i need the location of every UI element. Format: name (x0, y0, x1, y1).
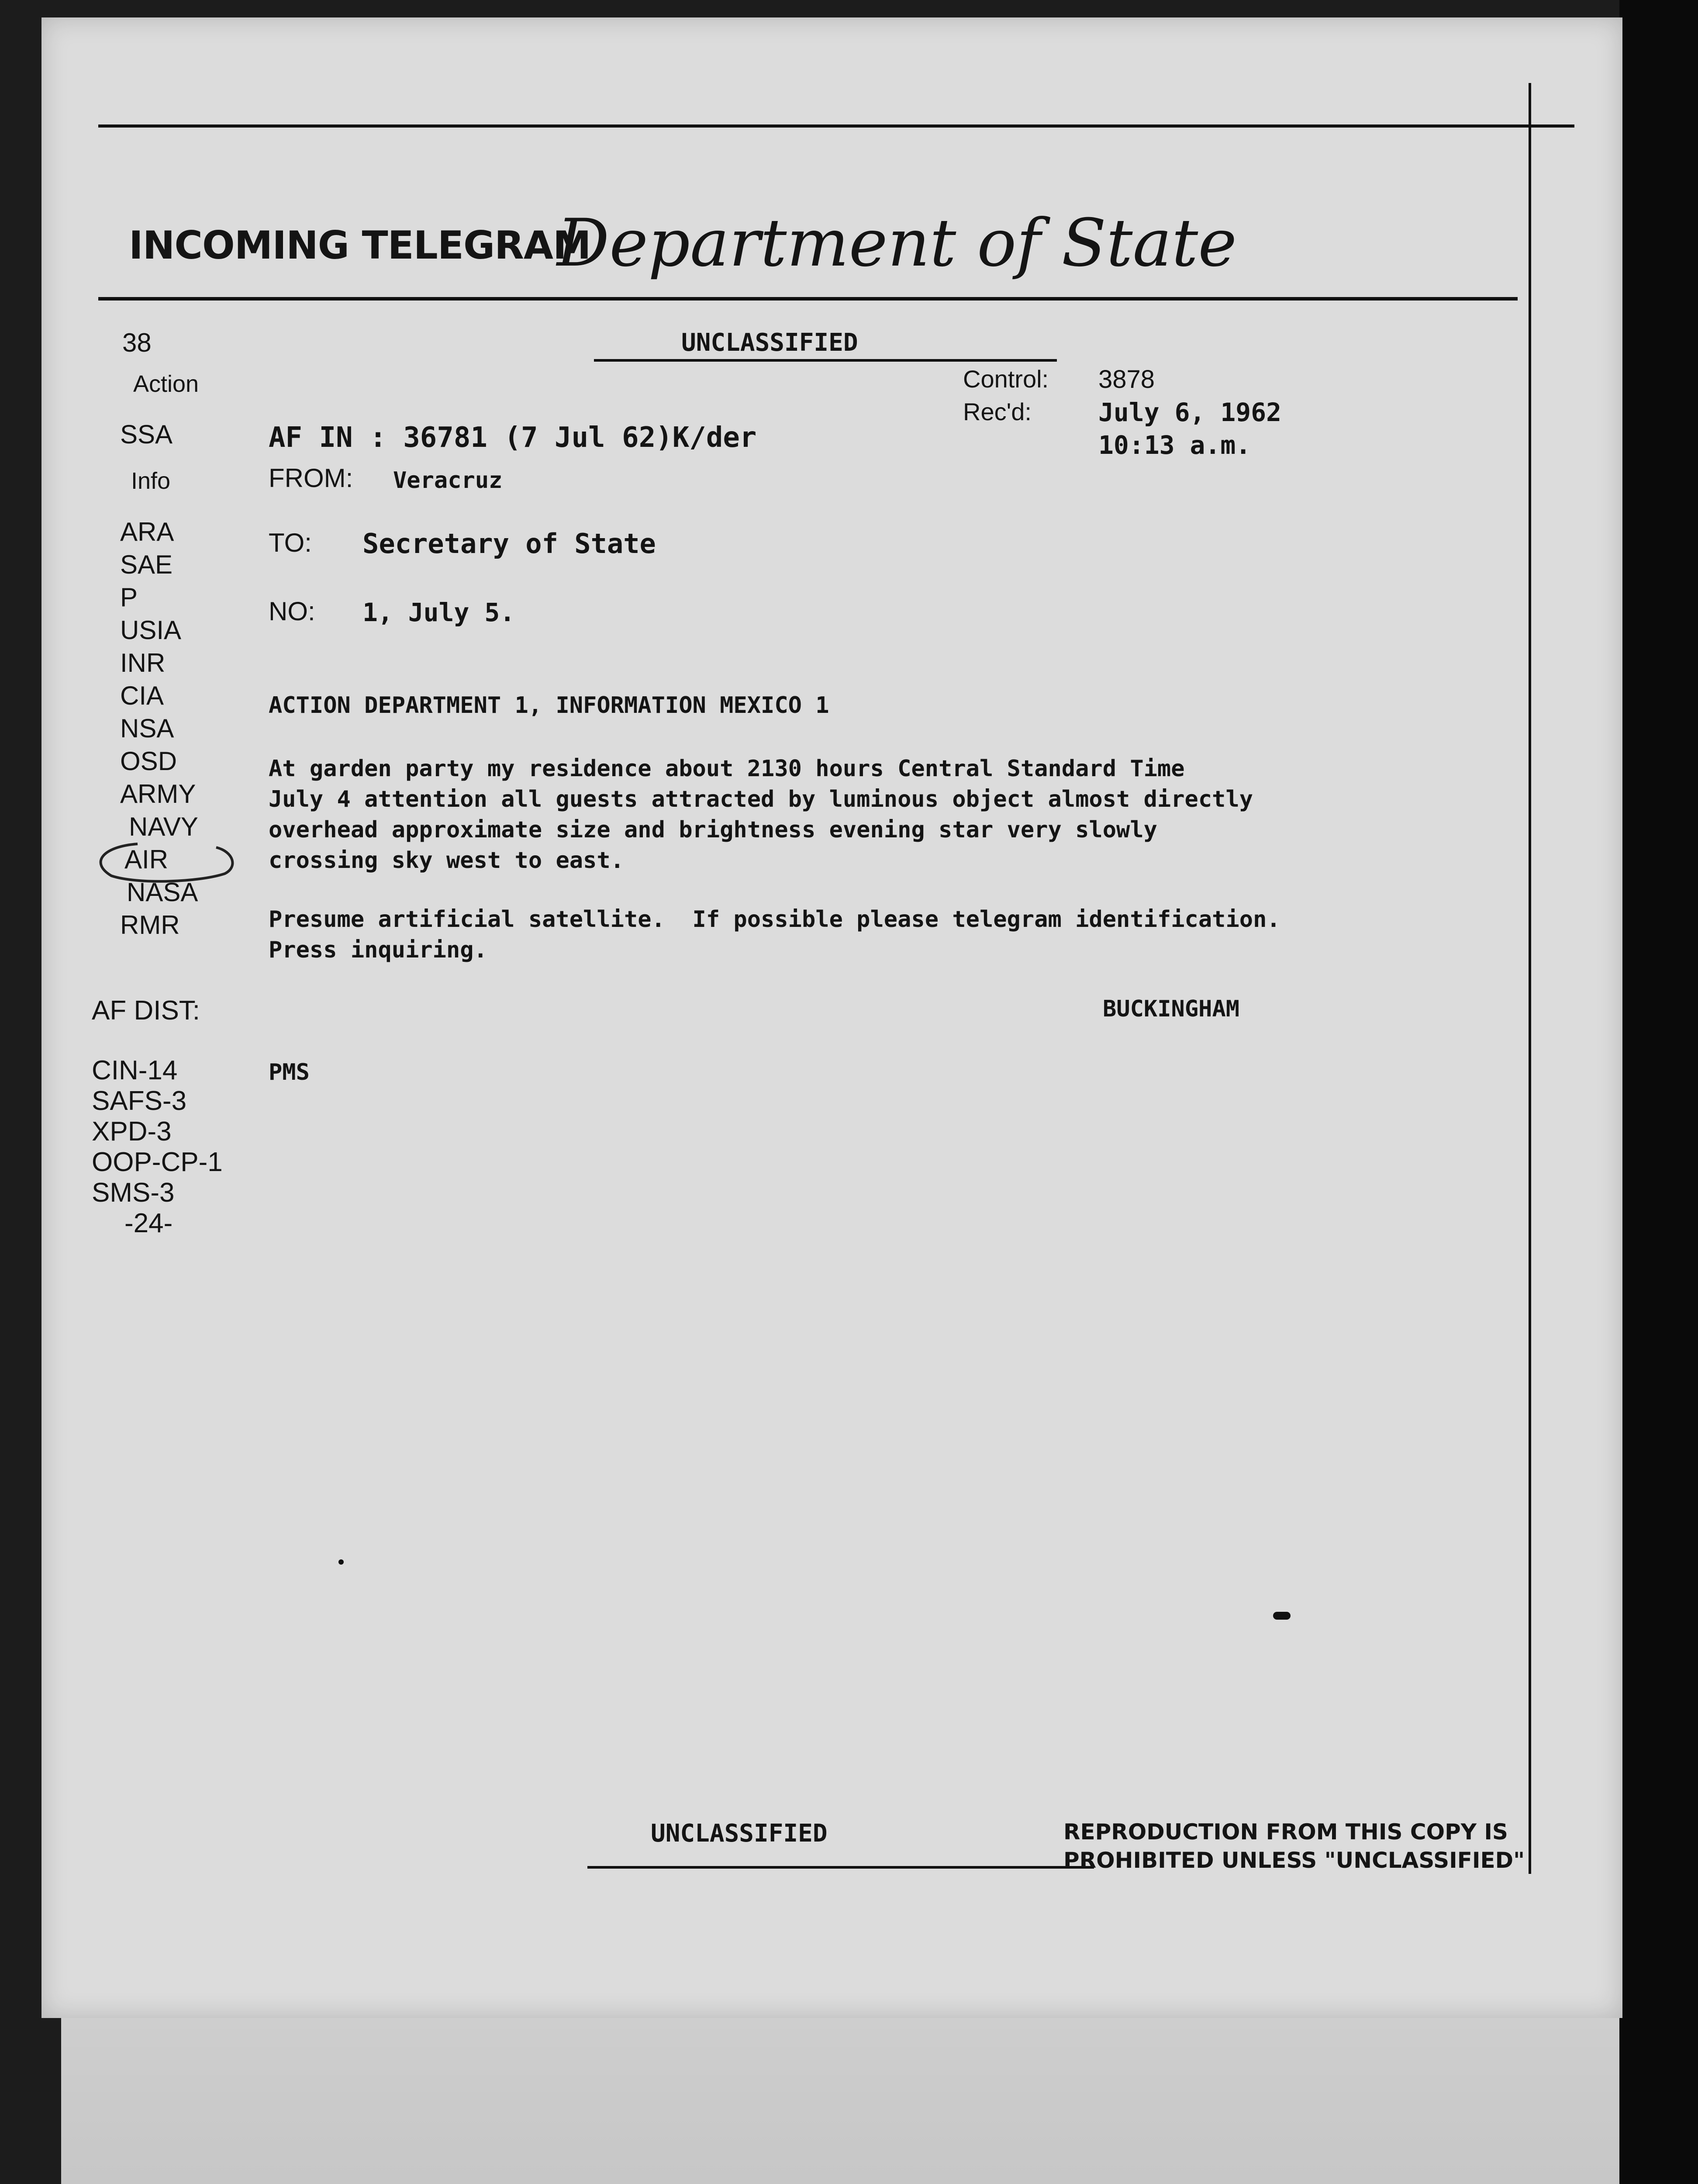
af-in-line: AF IN : 36781 (7 Jul 62)K/der (269, 422, 757, 454)
right-edge-line (1529, 83, 1531, 1874)
action-label: Action (133, 371, 199, 397)
ink-speck (1273, 1612, 1291, 1620)
action-office: SSA (120, 420, 173, 449)
info-office-circled: AIR (124, 845, 169, 874)
dist-initials: PMS (269, 1059, 310, 1085)
classification-top: UNCLASSIFIED (681, 328, 858, 357)
body-line: crossing sky west to east. (269, 847, 624, 874)
recd-date: July 6, 1962 (1098, 397, 1282, 427)
telegram-page (41, 17, 1622, 2018)
classification-underline (594, 359, 1057, 362)
from-value: Veracruz (393, 467, 503, 494)
body-line: Presume artificial satellite. If possible please telegram identification. (269, 906, 1280, 933)
top-rule (98, 124, 1574, 128)
info-office: CIA (120, 681, 164, 710)
footer-underline (587, 1866, 1094, 1869)
info-office: RMR (120, 910, 180, 940)
info-office: NSA (120, 714, 174, 743)
info-office: ARMY (120, 779, 196, 809)
classification-bottom: UNCLASSIFIED (651, 1819, 828, 1848)
info-office: INR (120, 648, 166, 677)
recd-time: 10:13 a.m. (1098, 430, 1251, 460)
reproduction-notice: REPRODUCTION FROM THIS COPY IS (1063, 1819, 1508, 1845)
no-value: 1, July 5. (362, 598, 515, 627)
routing-number: 38 (122, 328, 152, 357)
info-office: USIA (120, 615, 182, 645)
info-office: OSD (120, 746, 177, 776)
info-office: NAVY (129, 812, 198, 841)
dist-item: XPD-3 (92, 1116, 172, 1147)
from-label: FROM: (269, 463, 353, 493)
dist-item: OOP-CP-1 (92, 1147, 223, 1177)
body-line: At garden party my residence about 2130 hours Central Standard Time (269, 756, 1185, 782)
reproduction-notice: PROHIBITED UNLESS "UNCLASSIFIED" (1063, 1848, 1525, 1873)
ink-speck (338, 1559, 344, 1565)
recd-label: Rec'd: (963, 398, 1032, 425)
control-value: 3878 (1098, 365, 1155, 394)
header-rule (98, 297, 1518, 301)
scan-edge (1619, 0, 1698, 2184)
no-label: NO: (269, 597, 315, 626)
info-office: P (120, 583, 138, 612)
body-line: Press inquiring. (269, 937, 487, 963)
info-office: ARA (120, 517, 174, 546)
body-line: overhead approximate size and brightness evening star very slowly (269, 817, 1157, 843)
dist-item: CIN-14 (92, 1055, 178, 1085)
to-value: Secretary of State (362, 528, 656, 560)
scan-background (61, 1992, 1629, 2184)
dist-item: SAFS-3 (92, 1086, 187, 1116)
agency-title: Department of State (557, 205, 1237, 281)
dist-item: -24- (124, 1208, 173, 1238)
info-label: Info (131, 468, 171, 494)
form-label: INCOMING TELEGRAM (129, 223, 591, 268)
body-line: July 4 attention all guests attracted by luminous object almost directly (269, 786, 1253, 812)
dist-item: SMS-3 (92, 1178, 175, 1208)
action-line: ACTION DEPARTMENT 1, INFORMATION MEXICO 1 (269, 692, 829, 719)
af-dist-label: AF DIST: (92, 995, 200, 1026)
control-label: Control: (963, 365, 1049, 393)
signature: BUCKINGHAM (1103, 996, 1240, 1022)
info-office: SAE (120, 550, 173, 579)
to-label: TO: (269, 528, 312, 557)
info-office: NASA (127, 878, 198, 907)
